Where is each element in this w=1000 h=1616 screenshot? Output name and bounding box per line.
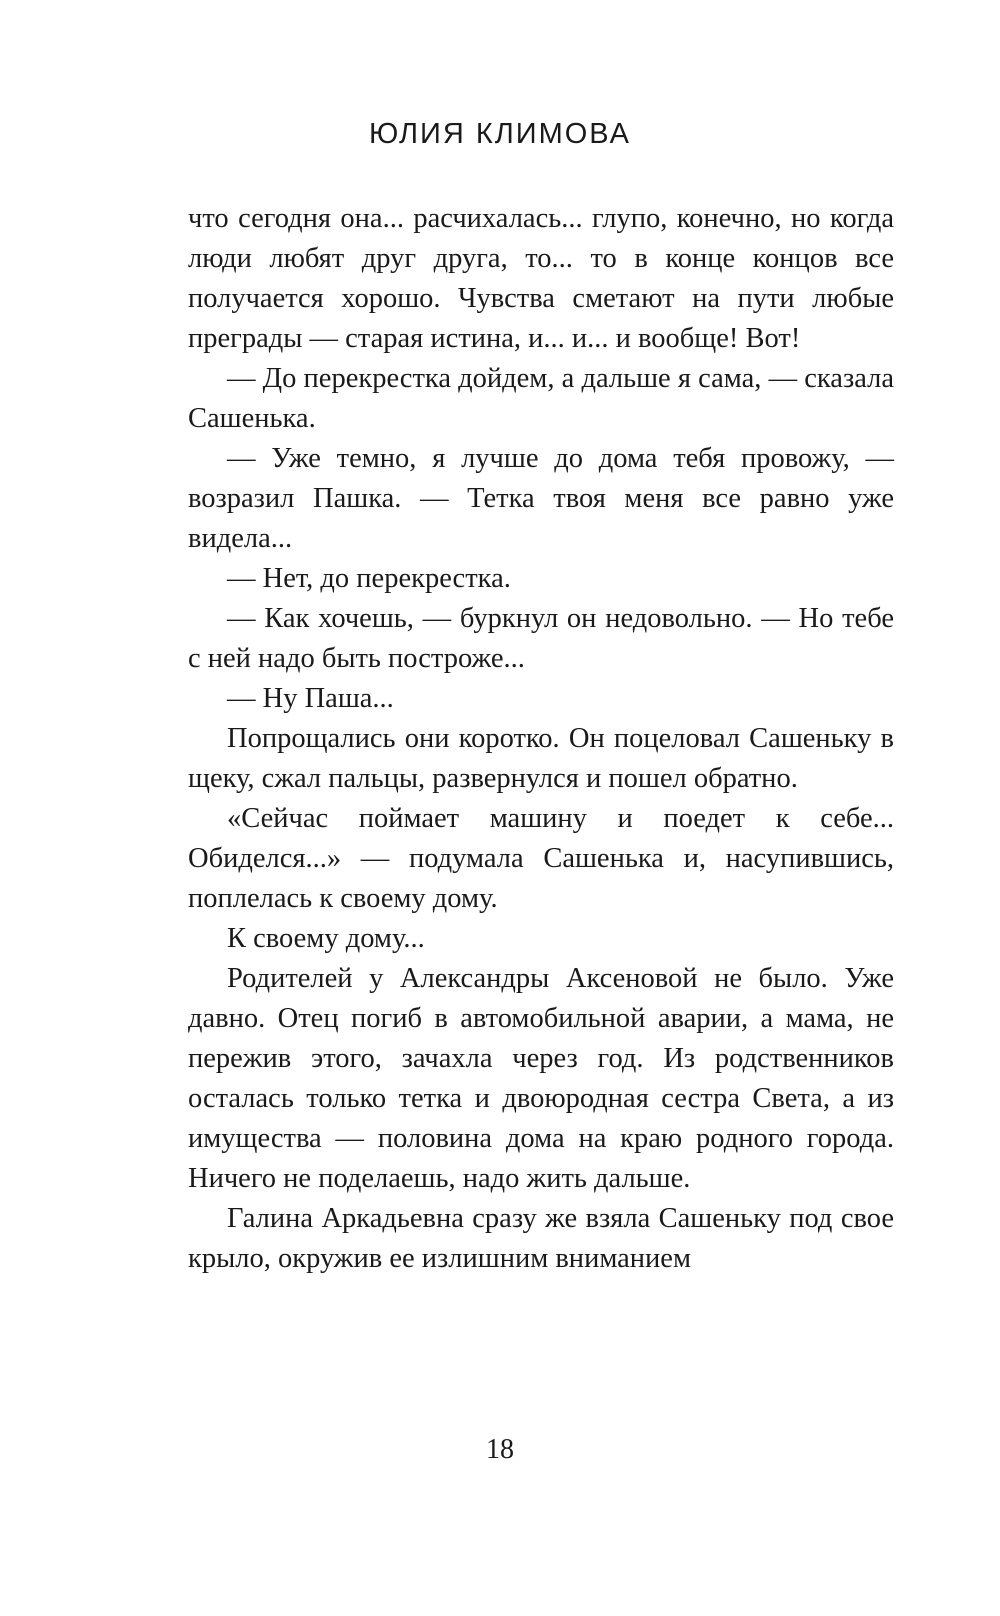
body-text bbox=[188, 199, 894, 1279]
paragraph-5: — Как хочешь, — буркнул он недовольно. — Но тебе с ней надо быть построже... bbox=[188, 603, 894, 674]
paragraph-7: Попрощались они коротко. Он поцеловал Сашеньку в щеку, сжал пальцы, развернулся и пошел обратно. bbox=[188, 723, 894, 794]
paragraph-10: Родителей у Александры Аксеновой не было. Уже давно. Отец погиб в автомобильной аварии, а мама, не пережив этого, зачахла через год. Из родственников осталась только тетка и двоюродная сестра Света, а из имущества — половина дома на краю родного города. Ничего не поделаешь, надо жить дальше. bbox=[188, 963, 894, 1194]
paragraph-6: — Ну Паша... bbox=[227, 683, 394, 714]
paragraph-11: Галина Аркадьевна сразу же взяла Сашеньку под свое крыло, окружив ее излишним вниманием bbox=[188, 1203, 894, 1274]
paragraph-3: — Уже темно, я лучше до дома тебя провожу, — возразил Пашка. — Тетка твоя меня все равно уже видела... bbox=[188, 443, 894, 554]
paragraph-8: «Сейчас поймает машину и поедет к себе... Обиделся...» — подумала Сашенька и, насупившись, поплелась к своему дому. bbox=[188, 803, 894, 914]
paragraph-9: К своему дому... bbox=[227, 923, 425, 954]
paragraph-1: что сегодня она... расчихалась... глупо, конечно, но когда люди любят друг друга, то... то в конце концов все получается хорошо. Чувства сметают на пути любые преграды — старая истина, и... и... и вообще! Вот! bbox=[188, 203, 894, 354]
paragraph-2: — До перекрестка дойдем, а дальше я сама, — сказала Сашенька. bbox=[188, 363, 894, 434]
paragraph-4: — Нет, до перекрестка. bbox=[227, 563, 511, 594]
page-number: 18 bbox=[486, 1434, 514, 1465]
running-header-author: ЮЛИЯ КЛИМОВА bbox=[368, 118, 632, 150]
